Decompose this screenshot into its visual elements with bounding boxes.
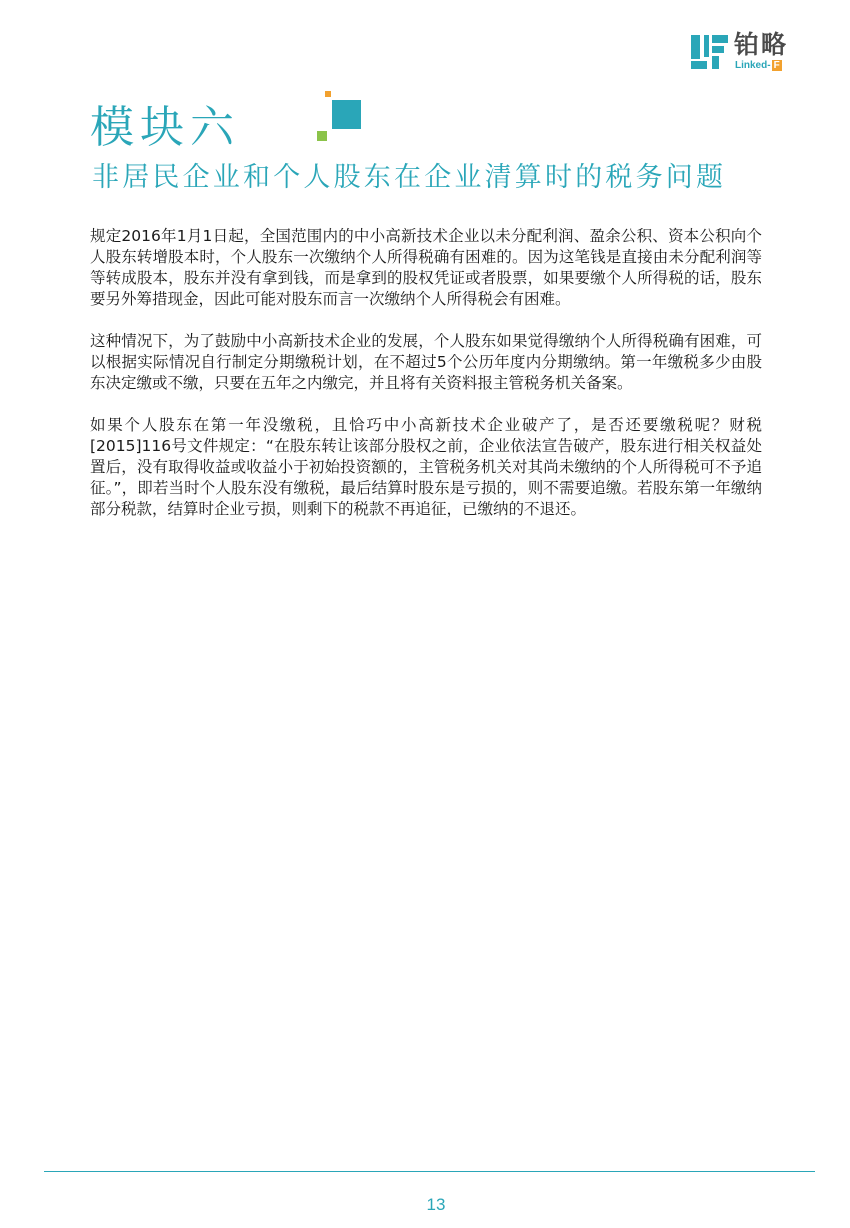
brand-logo [691,32,811,74]
brand-english-name [735,60,782,72]
paragraph: 这种情况下，为了鼓励中小高新技术企业的发展，个人股东如果觉得缴纳个人所得税确有困难，可以根据实际情况自行制定分期缴税计划，在不超过5个公历年度内分期缴纳。第一年缴税多少由股东决定缴或不缴，只要在五年之内缴完，并且将有关资料报主管税务机关备案。 [90,332,762,392]
brand-name: 铂略 [734,30,789,59]
page-number: 13 [426,1195,446,1214]
paragraph: 如果个人股东在第一年没缴税，且恰巧中小高新技术企业破产了，是否还要缴税呢？财税[2015]116号文件规定：“在股东转让该部分股权之前，企业依法宣告破产，股东进行相关权益处置后，没有取得收益或收益小于初始投资额的，主管税务机关对其尚未缴纳的个人所得税可不予追征。”，即若当时个人股东没有缴税，最后结算时股东是亏损的，则不需要追缴。若股东第一年缴纳部分税款，结算时企业亏损，则剩下的税款不再追征，已缴纳的不退还。 [90,416,762,518]
decorative-squares-icon [316,90,366,144]
body-content [90,226,762,541]
paragraph: 规定2016年1月1日起，全国范围内的中小高新技术企业以未分配利润、盈余公积、资本公积向个人股东转增股本时，个人股东一次缴纳个人所得税确有困难的。因为这笔钱是直接由未分配利润等等转成股本，股东并没有拿到钱，而是拿到的股权凭证或者股票，如果要缴个人所得税的话，股东要另外筹措现金，因此可能对股东而言一次缴纳个人所得税会有困难。 [90,227,762,308]
module-subtitle: 非居民企业和个人股东在企业清算时的税务问题 [92,162,727,193]
module-title: 模块六 [90,102,240,153]
brand-mark-icon [691,32,729,70]
brand-english-badge: F [773,60,780,71]
footer-divider [44,1171,815,1172]
brand-english-prefix: Linked- [735,60,771,71]
